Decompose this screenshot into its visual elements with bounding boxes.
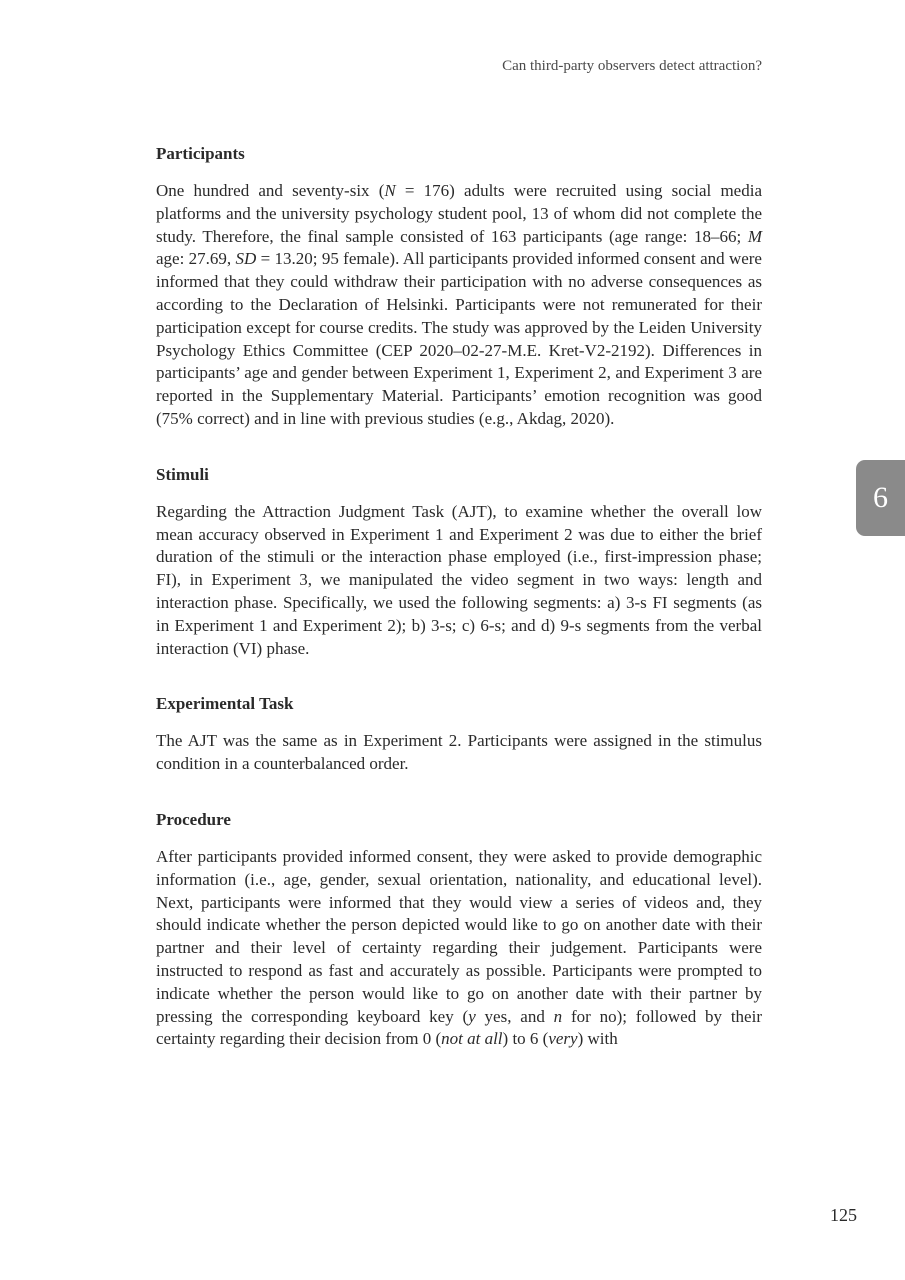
- page-number: 125: [830, 1205, 857, 1225]
- section-heading-participants: Participants: [156, 144, 245, 163]
- participants-paragraph: One hundred and seventy-six (N = 176) adults were recruited using social media platforms and the university psychology student pool, 13 of whom did not complete the study. Therefore, the final sample consisted of 163 participants (age range: 18–66; M age: 27.69, SD = 13.20; 95 female). All participants provided informed consent and were informed that they could withdraw their participation with no adverse consequences as according to the Declaration of Helsinki. Participants were not remunerated for their participation except for course credits. The study was approved by the Leiden University Psychology Ethics Committee (CEP 2020–02-27-M.E. Kret-V2-2192). Differences in participants’ age and gender between Experiment 1, Experiment 2, and Experiment 3 are reported in the Supplementary Material. Participants’ emotion recognition was good (75% correct) and in line with previous studies (e.g., Akdag, 2020).: [156, 181, 762, 428]
- chapter-number: 6: [873, 481, 888, 514]
- section-heading-procedure: Procedure: [156, 809, 231, 829]
- chapter-tab: [856, 460, 905, 536]
- main-content: [156, 140, 762, 1051]
- stimuli-paragraph: Regarding the Attraction Judgment Task (AJT), to examine whether the overall low mean accuracy observed in Experiment 1 and Experiment 2 was due to either the brief duration of the stimuli or the interaction phase employed (i.e., first-impression phase; FI), in Experiment 3, we manipulated the video segment in two ways: length and interaction phase. Specifically, we used the following segments: a) 3-s FI segments (as in Experiment 1 and Experiment 2); b) 3-s; c) 6-s; and d) 9-s segments from the verbal interaction (VI) phase.: [156, 501, 762, 658]
- experimental-task-paragraph: The AJT was the same as in Experiment 2. Participants were assigned in the stimulus condition in a counterbalanced order.: [156, 731, 762, 774]
- procedure-paragraph: After participants provided informed consent, they were asked to provide demographic information (i.e., age, gender, sexual orientation, nationality, and educational level). Next, participants were informed that they would view a series of videos and, they should indicate whether the person depicted would like to go on another date with their partner and their level of certainty regarding their judgement. Participants were instructed to respond as fast and accurately as possible. Participants were prompted to indicate whether the person would like to go on another date with their partner by pressing the corresponding keyboard key (y yes, and n for no); followed by their certainty regarding their decision from 0 (not at all) to 6 (very) with: [156, 846, 762, 1049]
- section-heading-experimental-task: Experimental Task: [156, 694, 294, 714]
- section-heading-stimuli: Stimuli: [156, 464, 209, 484]
- running-header: Can third-party observers detect attraction?: [502, 58, 762, 74]
